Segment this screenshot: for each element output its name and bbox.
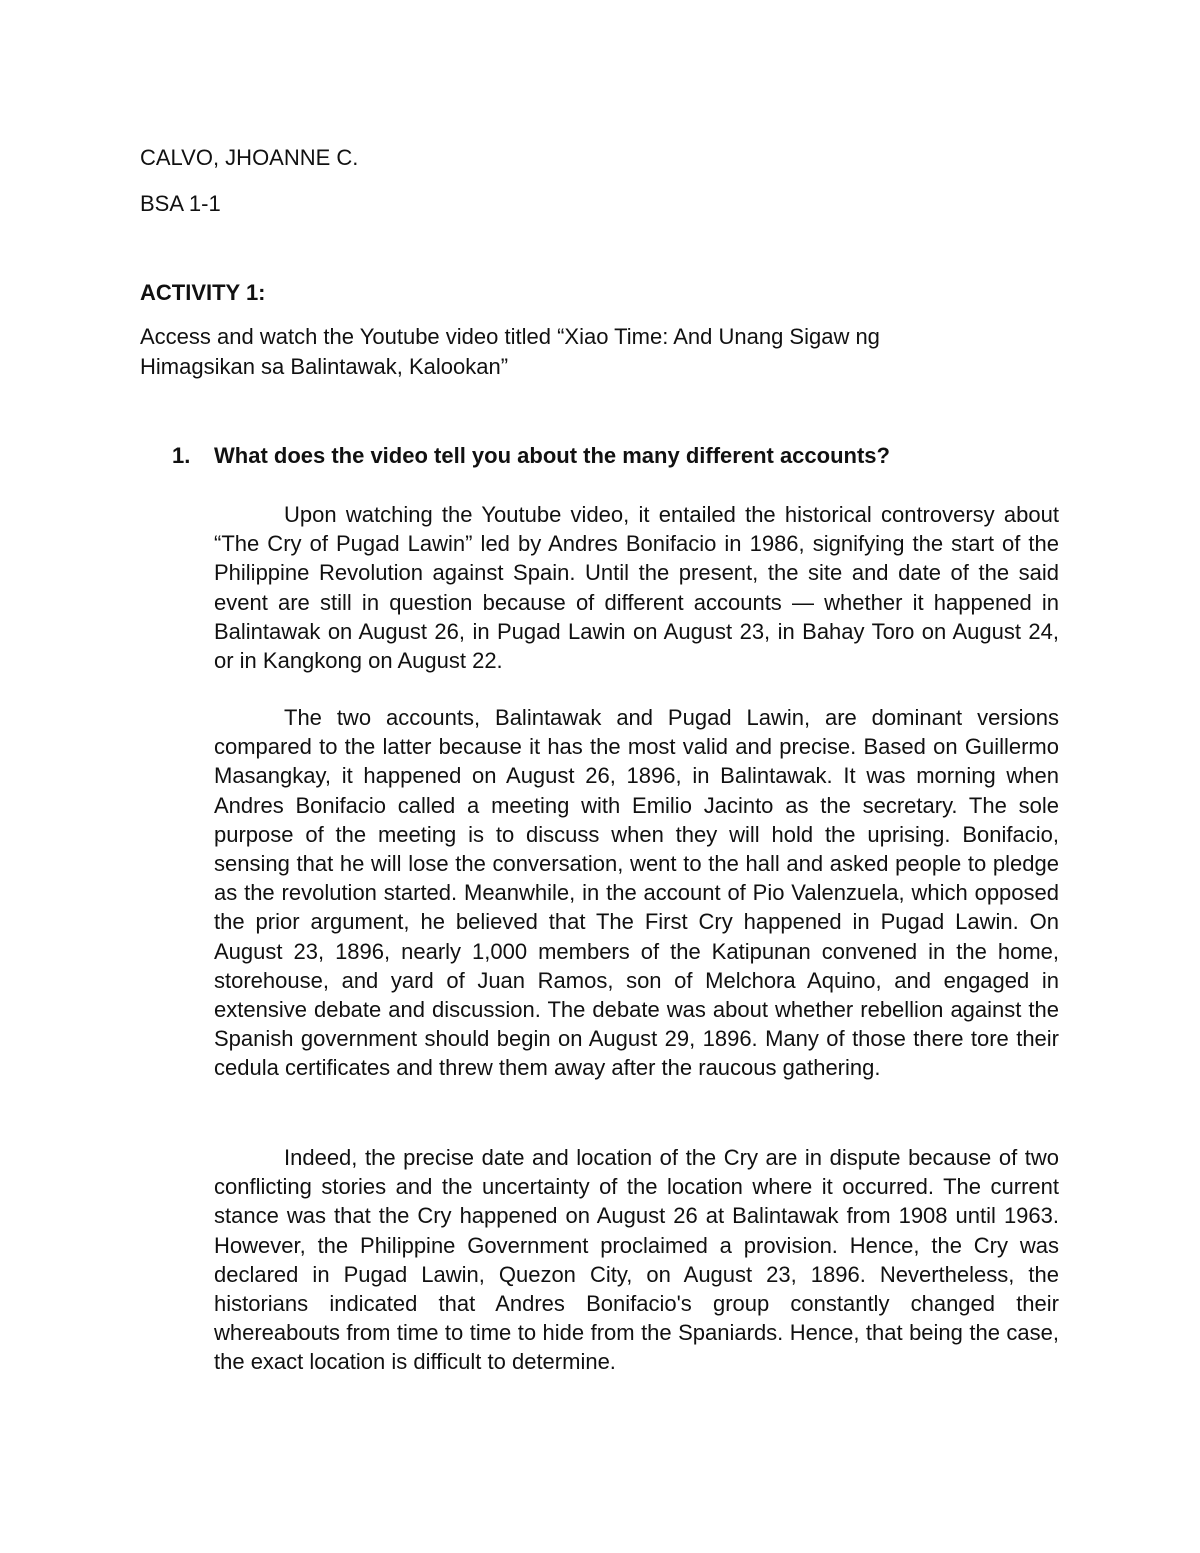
- activity-title: ACTIVITY 1:: [140, 280, 266, 305]
- question-number: 1.: [172, 443, 191, 468]
- answer-paragraph-1: Upon watching the Youtube video, it entailed the historical controversy about “The Cry of Pugad Lawin” led by Andres Bonifacio in 1986, signifying the start of the Philippine Revolution against Spain. Until the present, the site and date of the said event are still in question because of different accounts — whether it happened in Balintawak on August 26, in Pugad Lawin on August 23, in Bahay Toro on August 24, or in Kangkong on August 22.: [214, 502, 1059, 674]
- activity-instruction-line-2: Himagsikan sa Balintawak, Kalookan”: [140, 354, 509, 379]
- student-name: CALVO, JHOANNE C.: [140, 145, 359, 170]
- question-text: What does the video tell you about the many different accounts?: [214, 443, 890, 468]
- answer-paragraph-3: Indeed, the precise date and location of the Cry are in dispute because of two conflicting stories and the uncertainty of the location where it occurred. The current stance was that the Cry happened on August 26 at Balintawak from 1908 until 1963. However, the Philippine Government proclaimed a provision. Hence, the Cry was declared in Pugad Lawin, Quezon City, on August 23, 1896. Nevertheless, the historians indicated that Andres Bonifacio's group constantly changed their whereabouts from time to time to hide from the Spaniards. Hence, that being the case, the exact location is difficult to determine.: [214, 1145, 1059, 1375]
- activity-instruction-line-1: Access and watch the Youtube video titled “Xiao Time: And Unang Sigaw ng: [140, 324, 880, 349]
- answer-paragraph-2: The two accounts, Balintawak and Pugad Lawin, are dominant versions compared to the latter because it has the most valid and precise. Based on Guillermo Masangkay, it happened on August 26, 1896, in Balintawak. It was morning when Andres Bonifacio called a meeting with Emilio Jacinto as the secretary. The sole purpose of the meeting is to discuss when they will hold the uprising. Bonifacio, sensing that he will lose the conversation, went to the hall and asked people to pledge as the revolution started. Meanwhile, in the account of Pio Valenzuela, which opposed the prior argument, he believed that The First Cry happened in Pugad Lawin. On August 23, 1896, nearly 1,000 members of the Katipunan convened in the home, storehouse, and yard of Juan Ramos, son of Melchora Aquino, and engaged in extensive debate and discussion. The debate was about whether rebellion against the Spanish government should begin on August 29, 1896. Many of those there tore their cedula certificates and threw them away after the raucous gathering.: [214, 705, 1059, 1081]
- student-section: BSA 1-1: [140, 191, 221, 216]
